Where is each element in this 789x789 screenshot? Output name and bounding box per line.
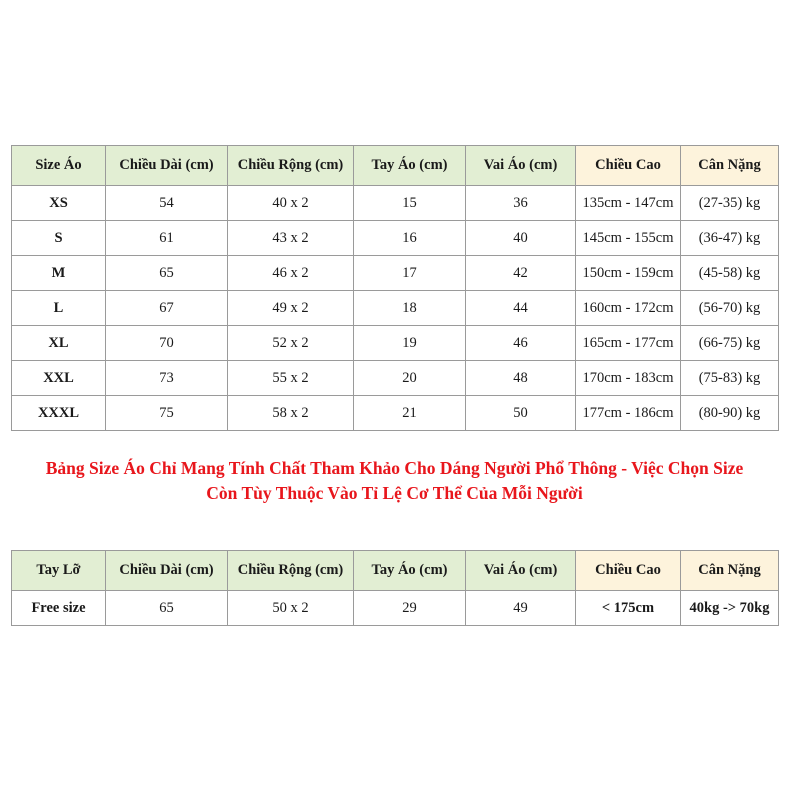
cell-width: 52 x 2	[228, 326, 354, 361]
table-row	[12, 326, 779, 361]
cell-size: XL	[12, 326, 106, 361]
table-row	[12, 361, 779, 396]
header-shoulder: Vai Áo (cm)	[466, 146, 576, 186]
cell-length: 70	[106, 326, 228, 361]
cell-shoulder: 48	[466, 361, 576, 396]
cell-shoulder: 44	[466, 291, 576, 326]
header-size: Size Áo	[12, 146, 106, 186]
cell-weight: (45-58) kg	[681, 256, 779, 291]
free-size-table	[11, 550, 779, 626]
cell-length: 73	[106, 361, 228, 396]
main-size-table-container	[11, 145, 778, 431]
cell-sleeve: 18	[354, 291, 466, 326]
cell-width: 58 x 2	[228, 396, 354, 431]
free-header-sleeve: Tay Áo (cm)	[354, 551, 466, 591]
cell-size: XXXL	[12, 396, 106, 431]
cell-sleeve: 19	[354, 326, 466, 361]
free-cell-weight: 40kg -> 70kg	[681, 591, 779, 626]
free-size-table-container	[11, 550, 778, 626]
free-cell-size: Free size	[12, 591, 106, 626]
free-table-row	[12, 591, 779, 626]
header-length: Chiều Dài (cm)	[106, 146, 228, 186]
cell-length: 61	[106, 221, 228, 256]
cell-height: 145cm - 155cm	[576, 221, 681, 256]
free-header-weight: Cân Nặng	[681, 551, 779, 591]
free-cell-width: 50 x 2	[228, 591, 354, 626]
header-height: Chiều Cao	[576, 146, 681, 186]
cell-sleeve: 15	[354, 186, 466, 221]
cell-size: M	[12, 256, 106, 291]
cell-width: 55 x 2	[228, 361, 354, 396]
free-header-type: Tay Lỡ	[12, 551, 106, 591]
cell-size: S	[12, 221, 106, 256]
cell-weight: (56-70) kg	[681, 291, 779, 326]
cell-width: 46 x 2	[228, 256, 354, 291]
free-cell-sleeve: 29	[354, 591, 466, 626]
cell-sleeve: 21	[354, 396, 466, 431]
table-row	[12, 256, 779, 291]
cell-sleeve: 20	[354, 361, 466, 396]
cell-shoulder: 36	[466, 186, 576, 221]
note-line-2: Còn Tùy Thuộc Vào Tỉ Lệ Cơ Thể Của Mỗi Người	[206, 483, 583, 503]
cell-size: L	[12, 291, 106, 326]
cell-length: 75	[106, 396, 228, 431]
table-row	[12, 291, 779, 326]
cell-height: 165cm - 177cm	[576, 326, 681, 361]
free-cell-length: 65	[106, 591, 228, 626]
main-size-table	[11, 145, 779, 431]
header-width: Chiều Rộng (cm)	[228, 146, 354, 186]
free-cell-height: < 175cm	[576, 591, 681, 626]
cell-shoulder: 50	[466, 396, 576, 431]
cell-height: 135cm - 147cm	[576, 186, 681, 221]
cell-shoulder: 42	[466, 256, 576, 291]
cell-height: 150cm - 159cm	[576, 256, 681, 291]
free-table-header-row	[12, 551, 779, 591]
cell-height: 160cm - 172cm	[576, 291, 681, 326]
table-row	[12, 221, 779, 256]
cell-sleeve: 17	[354, 256, 466, 291]
cell-shoulder: 46	[466, 326, 576, 361]
cell-weight: (36-47) kg	[681, 221, 779, 256]
cell-length: 65	[106, 256, 228, 291]
cell-width: 49 x 2	[228, 291, 354, 326]
free-header-length: Chiều Dài (cm)	[106, 551, 228, 591]
cell-weight: (66-75) kg	[681, 326, 779, 361]
free-cell-shoulder: 49	[466, 591, 576, 626]
cell-width: 40 x 2	[228, 186, 354, 221]
free-header-shoulder: Vai Áo (cm)	[466, 551, 576, 591]
cell-length: 67	[106, 291, 228, 326]
header-weight: Cân Nặng	[681, 146, 779, 186]
disclaimer-note	[11, 456, 778, 506]
cell-width: 43 x 2	[228, 221, 354, 256]
note-line-1: Bảng Size Áo Chỉ Mang Tính Chất Tham Khảo Cho Dáng Người Phổ Thông - Việc Chọn Size	[45, 458, 744, 478]
cell-shoulder: 40	[466, 221, 576, 256]
table-header-row	[12, 146, 779, 186]
cell-size: XXL	[12, 361, 106, 396]
cell-weight: (27-35) kg	[681, 186, 779, 221]
cell-length: 54	[106, 186, 228, 221]
header-sleeve: Tay Áo (cm)	[354, 146, 466, 186]
table-row	[12, 186, 779, 221]
table-row	[12, 396, 779, 431]
free-header-height: Chiều Cao	[576, 551, 681, 591]
free-header-width: Chiều Rộng (cm)	[228, 551, 354, 591]
cell-weight: (80-90) kg	[681, 396, 779, 431]
cell-height: 177cm - 186cm	[576, 396, 681, 431]
cell-sleeve: 16	[354, 221, 466, 256]
cell-size: XS	[12, 186, 106, 221]
cell-weight: (75-83) kg	[681, 361, 779, 396]
cell-height: 170cm - 183cm	[576, 361, 681, 396]
